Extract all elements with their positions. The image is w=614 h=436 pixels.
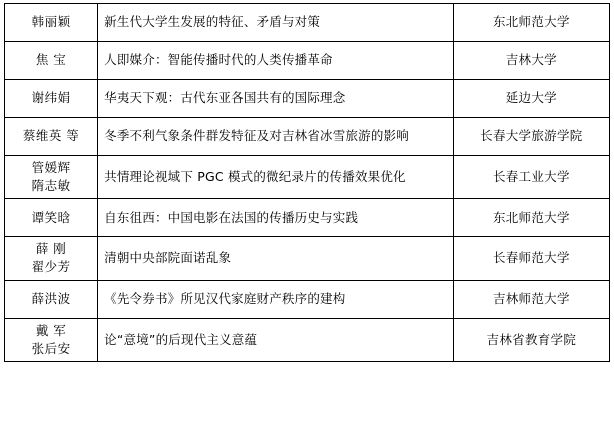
organization-cell: 吉林省教育学院 <box>453 318 609 361</box>
author-cell <box>5 318 98 361</box>
title-cell: 《先令券书》所见汉代家庭财产秩序的建构 <box>98 280 454 318</box>
table-row <box>5 318 610 361</box>
title-cell: 自东徂西：中国电影在法国的传播历史与实践 <box>98 199 454 237</box>
author-cell <box>5 4 98 42</box>
table-row <box>5 237 610 280</box>
title-cell: 清朝中央部院面诺乱象 <box>98 237 454 280</box>
author-name: 谢纬娟 <box>31 90 71 106</box>
table-row <box>5 42 610 80</box>
author-cell <box>5 42 98 80</box>
table-row <box>5 280 610 318</box>
organization-cell: 吉林师范大学 <box>453 280 609 318</box>
author-name: 张后安 <box>31 340 71 356</box>
publications-table <box>4 3 610 362</box>
table-row <box>5 156 610 199</box>
author-cell <box>5 156 98 199</box>
author-name: 蔡维英 等 <box>22 128 80 144</box>
table-row <box>5 199 610 237</box>
author-cell <box>5 280 98 318</box>
table-row <box>5 118 610 156</box>
table-row <box>5 4 610 42</box>
author-cell <box>5 118 98 156</box>
author-name: 韩丽颖 <box>31 14 71 30</box>
title-cell: 人即媒介：智能传播时代的人类传播革命 <box>98 42 454 80</box>
author-name: 谭笑晗 <box>31 209 71 225</box>
author-name: 隋志敏 <box>31 178 71 194</box>
organization-cell: 长春师范大学 <box>453 237 609 280</box>
title-cell: 新生代大学生发展的特征、矛盾与对策 <box>98 4 454 42</box>
table-row <box>5 80 610 118</box>
author-name: 管媛辉 <box>31 160 71 175</box>
organization-cell: 东北师范大学 <box>453 199 609 237</box>
author-name: 焦 宝 <box>35 52 67 68</box>
title-cell: 华夷天下观：古代东亚各国共有的国际理念 <box>98 80 454 118</box>
author-cell <box>5 237 98 280</box>
organization-cell: 长春大学旅游学院 <box>453 118 609 156</box>
author-name: 翟少芳 <box>31 259 71 275</box>
organization-cell: 东北师范大学 <box>453 4 609 42</box>
title-cell: 论“意境”的后现代主义意蕴 <box>98 318 454 361</box>
title-cell: 共情理论视域下 PGC 模式的微纪录片的传播效果优化 <box>98 156 454 199</box>
author-cell <box>5 199 98 237</box>
organization-cell: 长春工业大学 <box>453 156 609 199</box>
author-name: 薛洪波 <box>31 290 71 306</box>
table-body <box>5 4 610 362</box>
organization-cell: 延边大学 <box>453 80 609 118</box>
title-cell: 冬季不利气象条件群发特征及对吉林省冰雪旅游的影响 <box>98 118 454 156</box>
author-cell <box>5 80 98 118</box>
author-name: 戴 军 <box>35 322 67 338</box>
organization-cell: 吉林大学 <box>453 42 609 80</box>
author-name: 薛 刚 <box>35 241 67 257</box>
